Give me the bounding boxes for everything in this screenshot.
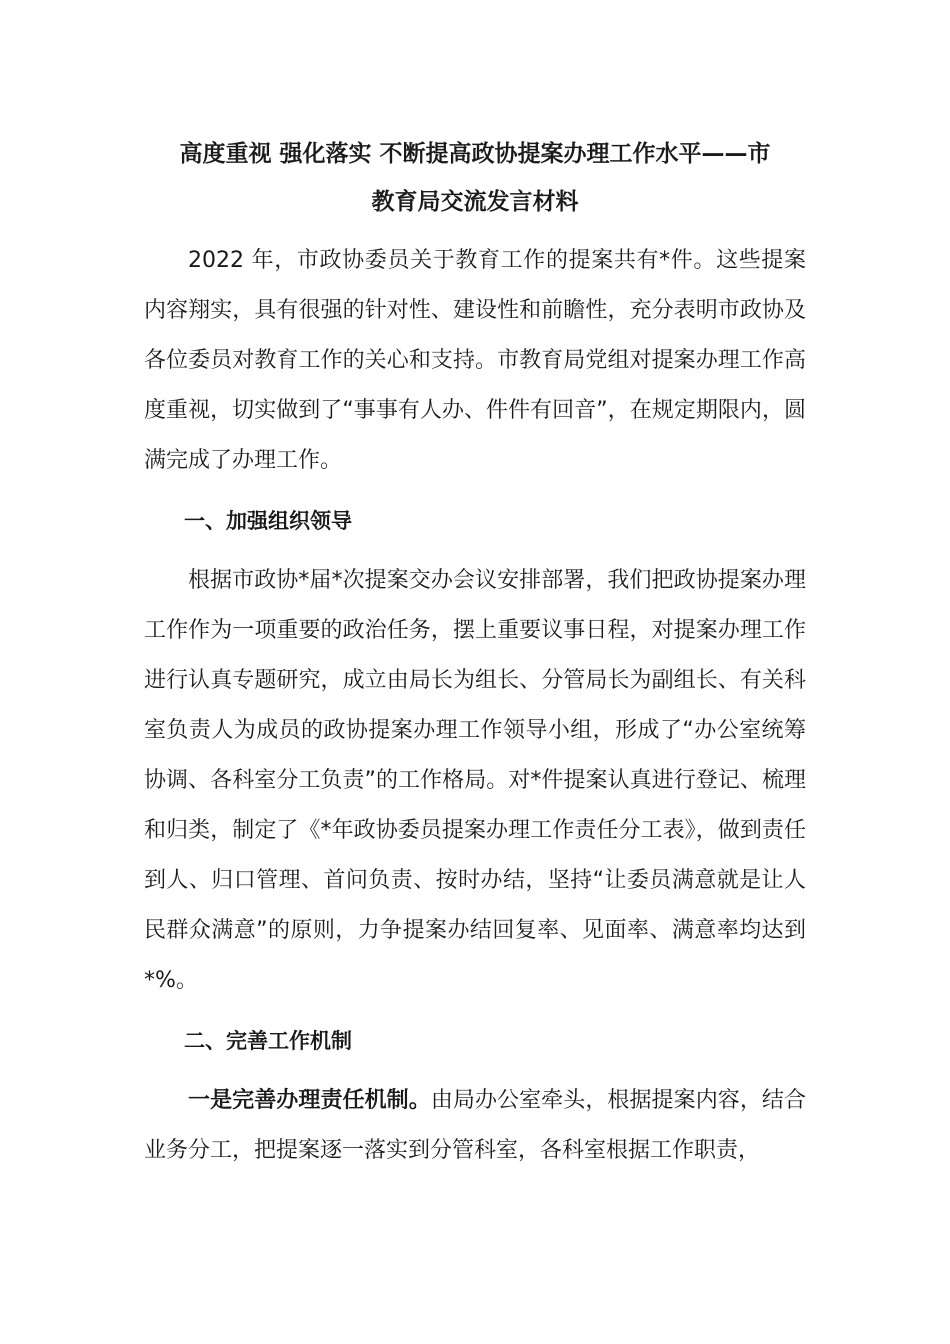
title-line-1: 高度重视 强化落实 不断提高政协提案办理工作水平——市 — [179, 141, 771, 167]
section-heading-1: 一、加强组织领导 — [184, 509, 352, 533]
paragraph-organization: 根据市政协*届*次提案交办会议安排部署，我们把政协提案办理工作作为一项重要的政治任务，摆上重要议事日程，对提案办理工作进行认真专题研究，成立由局长为组长、分管局长为副组长、有关科室负责人为成员的政协提案办理工作领导小组，形成了“办公室统筹协调、各科室分工负责”的工作格局。对*件提案认真进行登记、梳理和归类，制定了《*年政协委员提案办理工作责任分工表》，做到责任到人、归口管理、首问负责、按时办结，坚持“让委员满意就是让人民群众满意”的原则，力争提案办结回复率、见面率、满意率均达到*%。 — [144, 568, 806, 993]
paragraph-mechanism-text: 由局办公室牵头，根据提案内容，结合业务分工，把提案逐一落实到分管科室，各科室根据工作职责， — [144, 1088, 806, 1163]
document-title — [138, 130, 812, 226]
paragraph-lead-bold: 一是完善办理责任机制。 — [188, 1088, 431, 1113]
paragraph-intro: 2022 年，市政协委员关于教育工作的提案共有*件。这些提案内容翔实，具有很强的针对性、建设性和前瞻性，充分表明市政协及各位委员对教育工作的关心和支持。市教育局党组对提案办理工作高度重视，切实做到了“事事有人办、件件有回音”，在规定期限内，圆满完成了办理工作。 — [144, 248, 806, 473]
section-heading-2: 二、完善工作机制 — [184, 1029, 352, 1053]
title-line-2: 教育局交流发言材料 — [371, 189, 579, 215]
document-body — [144, 130, 806, 1176]
paragraph-mechanism — [144, 1076, 806, 1176]
